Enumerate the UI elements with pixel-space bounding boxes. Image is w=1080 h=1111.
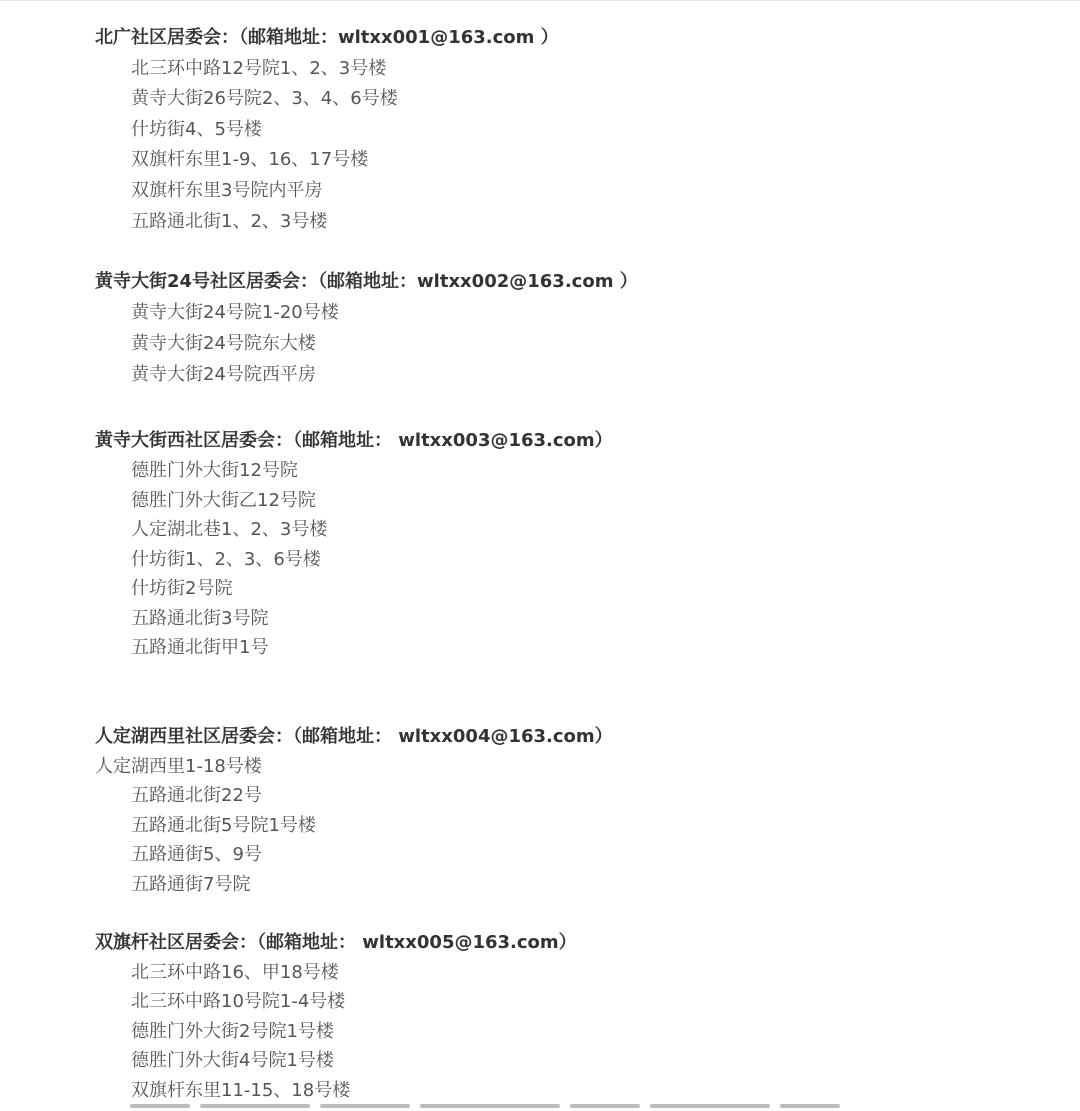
address-item: 北三环中路12号院1、2、3号楼 — [131, 58, 387, 79]
address-item: 人定湖西里1-18号楼 — [95, 756, 262, 777]
address-item: 什坊街4、5号楼 — [131, 119, 262, 140]
address-item: 黄寺大街26号院2、3、4、6号楼 — [131, 88, 398, 109]
address-item: 五路通北街22号 — [131, 785, 262, 806]
address-item: 五路通北街5号院1号楼 — [131, 815, 316, 836]
top-divider — [0, 0, 1080, 1]
cut-off-next-line — [130, 1104, 930, 1111]
address-item: 德胜门外大街2号院1号楼 — [131, 1021, 334, 1042]
address-item: 五路通街5、9号 — [131, 844, 262, 865]
address-item: 德胜门外大街12号院 — [131, 460, 298, 481]
address-item: 人定湖北巷1、2、3号楼 — [131, 519, 328, 540]
address-item: 五路通北街甲1号 — [131, 637, 269, 658]
section-heading-beiguang: 北广社区居委会：（邮箱地址：wltxx001@163.com ） — [95, 27, 559, 48]
address-item: 双旗杆东里11-15、18号楼 — [131, 1080, 351, 1101]
address-item: 北三环中路10号院1-4号楼 — [131, 991, 346, 1012]
address-item: 双旗杆东里3号院内平房 — [131, 180, 323, 201]
address-item: 德胜门外大街乙12号院 — [131, 490, 316, 511]
address-item: 黄寺大街24号院东大楼 — [131, 333, 316, 354]
address-item: 五路通北街3号院 — [131, 608, 269, 629]
address-item: 什坊街2号院 — [131, 578, 233, 599]
section-heading-rendinghu-xili: 人定湖西里社区居委会：（邮箱地址： wltxx004@163.com） — [95, 726, 613, 747]
address-item: 黄寺大街24号院西平房 — [131, 364, 316, 385]
address-item: 北三环中路16、甲18号楼 — [131, 962, 339, 983]
address-item: 德胜门外大街4号院1号楼 — [131, 1050, 334, 1071]
section-heading-huangsi-west: 黄寺大街西社区居委会：（邮箱地址： wltxx003@163.com） — [95, 430, 613, 451]
section-heading-shuangqigan: 双旗杆社区居委会：（邮箱地址： wltxx005@163.com） — [95, 932, 577, 953]
section-heading-huangsi-24: 黄寺大街24号社区居委会：（邮箱地址：wltxx002@163.com ） — [95, 271, 638, 292]
address-item: 什坊街1、2、3、6号楼 — [131, 549, 321, 570]
address-item: 五路通街7号院 — [131, 874, 251, 895]
address-item: 双旗杆东里1-9、16、17号楼 — [131, 149, 369, 170]
address-item: 黄寺大街24号院1-20号楼 — [131, 302, 339, 323]
address-item: 五路通北街1、2、3号楼 — [131, 211, 328, 232]
